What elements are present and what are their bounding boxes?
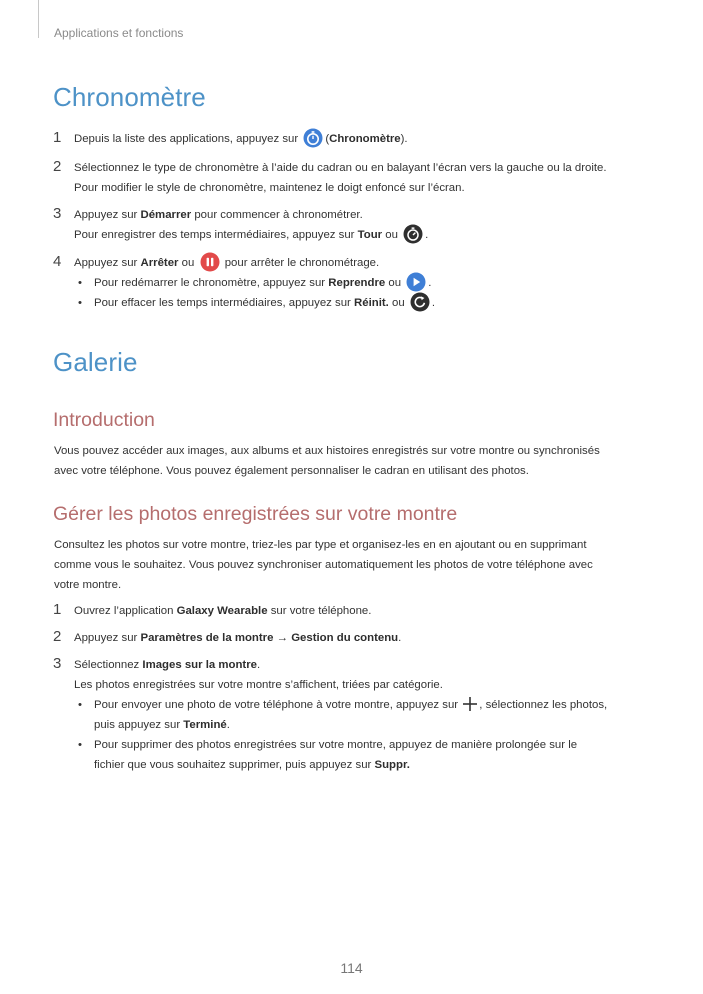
- galerie-step-1: 1 Ouvrez l’application Galaxy Wearable sur votre téléphone.: [53, 601, 372, 618]
- bullet-item: • Pour redémarrer le chronomètre, appuyez sur Reprendre ou .: [74, 273, 663, 293]
- step-number: 3: [53, 205, 62, 222]
- step-number: 1: [53, 129, 62, 146]
- page-number: 114: [340, 960, 363, 976]
- galerie-step-3: 3 Sélectionnez Images sur la montre. Les photos enregistrées sur votre montre s’affichent, triées par catégorie. • Pour envoyer une photo de votre téléphone à votre montre, appuyez sur , sélectionnez les photos, puis appuyez sur Terminé. • Pour supprimer des photos enregistrées sur votre montre, appuyez de manière prolongée sur le fichier que vous souhaitez supprimer, puis appuyez sur Suppr.: [53, 655, 663, 775]
- chrono-step-1: 1 Depuis la liste des applications, appuyez sur (Chronomètre).: [53, 129, 408, 146]
- plus-icon: [462, 696, 478, 712]
- manage-photos-paragraph: Consultez les photos sur votre montre, triez-les par type et organisez-les en en ajoutant ou en supprimant comme vous le souhaitez. Vous pouvez synchroniser automatiquement les photos de votre téléphone avec votre montre.: [54, 539, 593, 591]
- bullet-item: • Pour envoyer une photo de votre téléphone à votre montre, appuyez sur , sélectionnez les photos, puis appuyez sur Terminé.: [74, 695, 663, 735]
- bullet-item: • Pour effacer les temps intermédiaires, appuyez sur Réinit. ou .: [74, 293, 663, 313]
- step-number: 3: [53, 655, 62, 672]
- chrono-step-4: 4 Appuyez sur Arrêter ou pour arrêter le chronométrage. • Pour redémarrer le chronomètre, appuyez sur Reprendre ou . • Pour effacer les temps intermédiaires, appuyez sur Réinit. ou .: [53, 253, 663, 313]
- pause-button-icon: [200, 252, 220, 272]
- step-number: 4: [53, 253, 62, 270]
- step-number: 2: [53, 158, 62, 175]
- stopwatch-app-icon: [303, 128, 323, 148]
- step-number: 2: [53, 628, 62, 645]
- lap-button-icon: [403, 224, 423, 244]
- chrono-step-3: 3 Appuyez sur Démarrer pour commencer à chronométrer. Pour enregistrer des temps intermédiaires, appuyez sur Tour ou .: [53, 205, 663, 245]
- chrono-step-2: 2 Sélectionnez le type de chronomètre à l’aide du cadran ou en balayant l’écran vers la gauche ou la droite. Pour modifier le style de chronomètre, maintenez le doigt enfoncé sur l’écran.: [53, 158, 607, 194]
- galerie-step-2: 2 Appuyez sur Paramètres de la montre → Gestion du contenu.: [53, 628, 402, 645]
- step-number: 1: [53, 601, 62, 618]
- header-divider: [38, 0, 39, 38]
- introduction-heading: Introduction: [53, 409, 155, 431]
- section-header: Applications et fonctions: [54, 26, 184, 40]
- galerie-title: Galerie: [53, 347, 138, 377]
- reset-button-icon: [410, 292, 430, 312]
- resume-button-icon: [406, 272, 426, 292]
- chrono-title: Chronomètre: [53, 82, 206, 112]
- bullet-item: • Pour supprimer des photos enregistrées sur votre montre, appuyez de manière prolongée sur le fichier que vous souhaitez supprimer, puis appuyez sur Suppr.: [78, 739, 578, 771]
- introduction-paragraph: Vous pouvez accéder aux images, aux albums et aux histoires enregistrés sur votre montre ou synchronisés avec votre téléphone. Vous pouvez également personnaliser le cadran en utilisant des photos.: [54, 445, 600, 477]
- manage-photos-heading: Gérer les photos enregistrées sur votre montre: [53, 503, 458, 525]
